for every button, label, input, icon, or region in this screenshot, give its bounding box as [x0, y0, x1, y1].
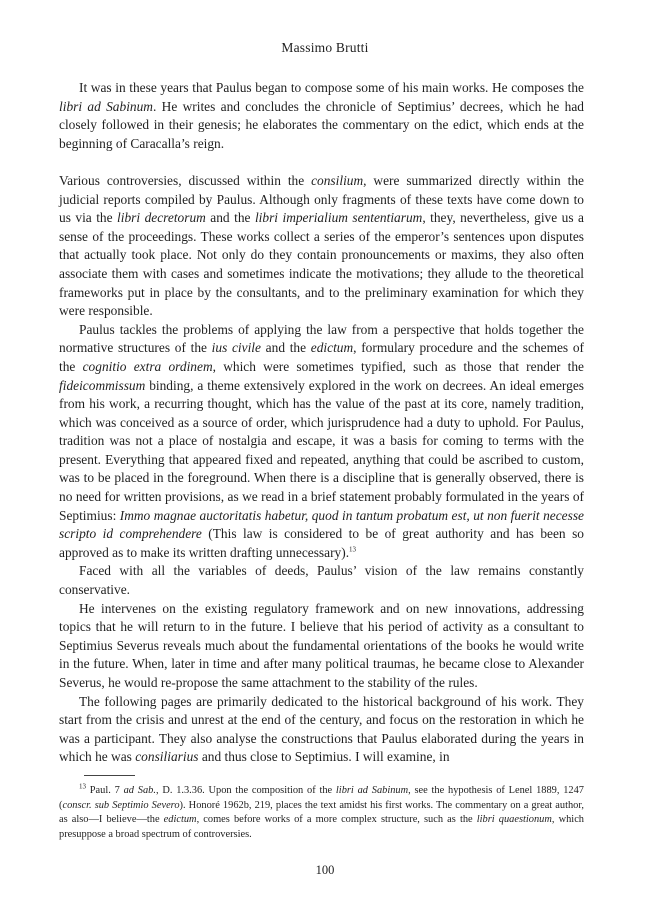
- running-header: Massimo Brutti: [281, 40, 369, 55]
- text-run: He intervenes on the existing regulatory framework and on new innovations, addressing topics that he will return to in the future. I believe that his period of activity as a consultant to Septimius Severus reveals much about the fundamental orientations of the books he would write in the future. When, later in time and after many political traumas, he became close to Alexander Severus, he would re-propose the same attachment to the stability of the rules.: [59, 600, 584, 690]
- paragraph: [59, 693, 584, 767]
- body-text: [59, 79, 584, 767]
- italic-text: edictum: [163, 814, 197, 826]
- text-run: Paul. 7: [86, 785, 124, 796]
- paragraph: [59, 562, 584, 599]
- text-run: binding, a theme extensively explored in the work on decrees. An ideal emerges from his work, a recurring thought, which has the value of the past at its core, namely tradition, which was conceived as a source of order, which jurisprudence had a duty to uphold. For Paulus, tradition was not a place of nostalgia and escape, it was a basis for coming to terms with the present. Everything that appeared fixed and repeated, anything that could be ascribed to custom, was to be placed in the foreground. When there is a discipline that is generally observed, there is no need for written provisions, as we read in a brief statement probably formulated in the years of Septimius:: [59, 377, 584, 523]
- footnote-marker: 13: [79, 782, 86, 791]
- italic-text: ius civile: [211, 340, 261, 356]
- text-run: and the: [260, 340, 311, 356]
- text-run: ). Honoré 1962b, 219, places the text amidst his first works. The commentary on a great author, as also—I believe—the: [59, 799, 584, 826]
- text-run: , comes before works of a more complex structure, such as the: [196, 814, 477, 826]
- italic-text: fideicommissum: [59, 377, 146, 393]
- italic-text: cognitio extra ordinem: [82, 358, 213, 374]
- italic-text: libri quaestionum: [476, 814, 552, 826]
- text-run: , formulary procedure and the schemes of the: [59, 340, 584, 374]
- text-run: , D. 1.3.36. Upon the composition of the: [155, 785, 336, 796]
- text-run: , they, nevertheless, give us a sense of the proceedings. These works collect a series of the emperor’s sentences upon disputes that actually took place. Not only do they contain pronouncements or maxims, they also often associate them with cases and sometimes indicate the motivations; they allude to the theoretical frameworks put in place by the consultants, and to the preliminary examination for which they were responsible.: [59, 210, 584, 319]
- text-run: , which were sometimes typified, such as those that render the: [212, 358, 584, 374]
- italic-text: Immo magnae auctoritatis habetur, quod in tantum probatum est, ut non fuerit necesse scripto id comprehendere: [59, 507, 584, 542]
- paragraph: [59, 79, 584, 153]
- page-number: 100: [315, 863, 335, 877]
- italic-text: edictum: [310, 340, 354, 356]
- paragraph: [59, 172, 584, 321]
- text-run: The following pages are primarily dedicated to the historical background of his work. They start from the crisis and unrest at the end of the century, and focus on the restoration in which he was a participant. They also analyse the constructions that Paulus elaborated during the years in which he was: [59, 693, 584, 765]
- text-run: . He writes and concludes the chronicle of Septimius’ decrees, which he had closely followed in their genesis; he elaborates the commentary on the edict, which ends at the beginning of Caracalla’s reign.: [59, 98, 584, 151]
- italic-text: libri ad Sabinum: [335, 785, 409, 796]
- paragraph: [59, 321, 584, 563]
- footnote: [59, 784, 584, 842]
- text-run: Various controversies, discussed within the: [59, 172, 312, 188]
- text-run: Paulus tackles the problems of applying the law from a perspective that holds together the normative structures of the: [59, 321, 584, 356]
- text-run: , which presuppose a broad spectrum of controversies.: [59, 814, 584, 840]
- text-run: (This law is considered to be of great authority and has been so approved as to make its written drafting unnecessary).: [59, 526, 584, 560]
- text-run: and thus close to Septimius. I will examine, in: [198, 749, 450, 765]
- text-run: Faced with all the variables of deeds, Paulus’ vision of the law remains constantly conservative.: [59, 563, 584, 598]
- text-run: and the: [205, 210, 255, 226]
- italic-text: libri decretorum: [117, 210, 206, 226]
- text-run: , were summarized directly within the judicial reports compiled by Paulus. Although only fragments of these texts have come down to us via the: [59, 172, 584, 226]
- italic-text: ad Sab.: [123, 785, 156, 796]
- italic-text: consiliarius: [135, 749, 199, 765]
- italic-text: libri imperialium sententiarum: [254, 210, 423, 226]
- italic-text: conscr. sub Septimio Severo: [62, 799, 180, 811]
- text-run: , see the hypothesis of Lenel 1889, 1247 (: [59, 785, 585, 811]
- italic-text: libri ad Sabinum: [59, 98, 153, 114]
- footnote-separator: [84, 775, 135, 776]
- italic-text: consilium: [311, 172, 364, 188]
- footnote-marker: 13: [349, 545, 357, 554]
- paragraph: [59, 600, 584, 693]
- text-run: It was in these years that Paulus began to compose some of his main works. He composes the: [79, 80, 584, 95]
